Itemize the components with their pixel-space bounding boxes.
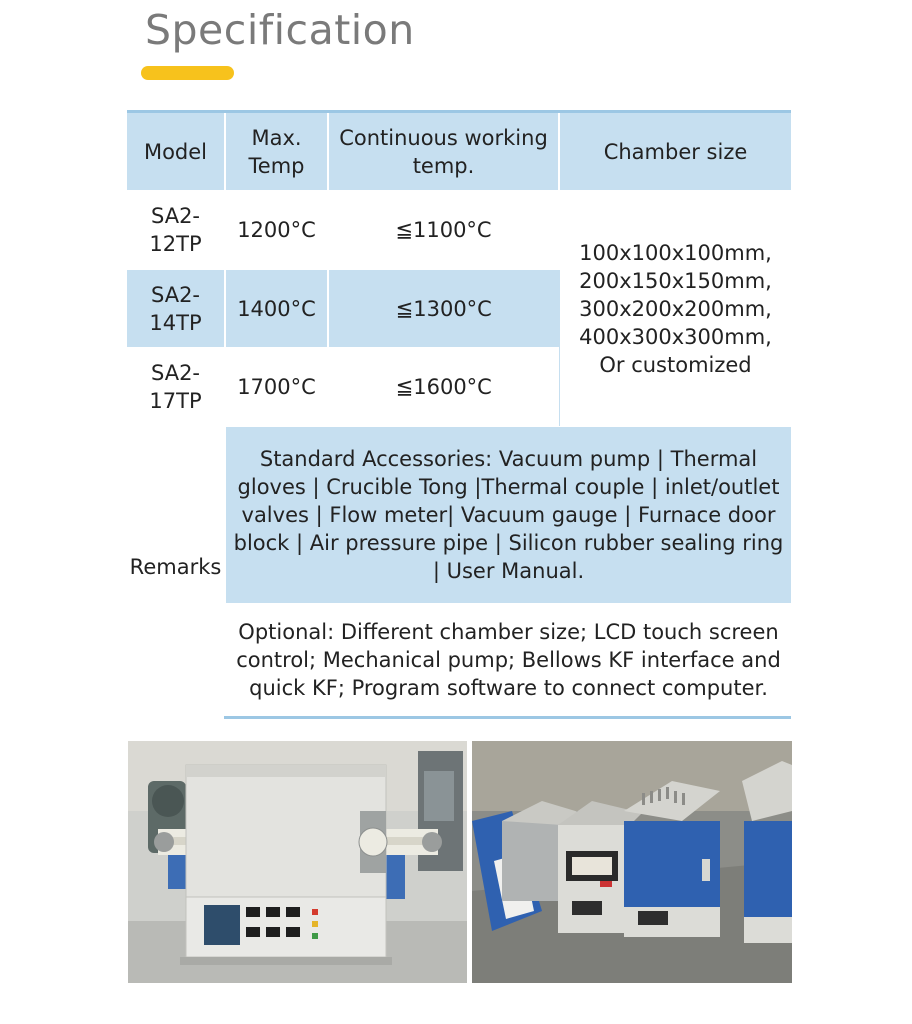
optional-line: control; Mechanical pump; Bellows KF interface and — [236, 648, 781, 672]
page-title: Specification — [145, 6, 415, 54]
cell-max-temp: 1700°C — [225, 348, 328, 427]
cell-model — [127, 348, 225, 427]
cell-continuous-temp: ≦1100°C — [328, 191, 559, 270]
header-max-temp-line: Max. — [251, 125, 302, 150]
model-line: SA2- — [150, 361, 201, 385]
cell-model — [127, 270, 225, 348]
box-furnace-photo — [472, 741, 792, 983]
tube-furnace-photo — [128, 741, 467, 983]
model-line: 14TP — [149, 310, 202, 335]
model-line: 17TP — [149, 389, 202, 413]
accessories-line: valves | Flow meter| Vacuum gauge | Furnace door — [241, 503, 776, 527]
table-header-row — [127, 112, 791, 191]
model-line: 12TP — [149, 232, 202, 256]
chamber-size-line: 100x100x100mm, — [579, 240, 772, 265]
optional-line: quick KF; Program software to connect computer. — [249, 676, 768, 700]
cell-optional — [225, 604, 791, 718]
cell-max-temp: 1200°C — [225, 191, 328, 270]
chamber-size-line: 400x300x300mm, — [579, 324, 772, 349]
header-continuous-line: Continuous working — [339, 125, 548, 150]
cell-model — [127, 191, 225, 270]
accessories-line: Standard Accessories: Vacuum pump | Thermal — [259, 447, 758, 471]
chamber-size-line: 300x200x200mm, — [579, 296, 772, 321]
chamber-size-line: 200x150x150mm, — [579, 268, 772, 293]
model-line: SA2- — [150, 282, 201, 307]
header-max-temp — [225, 112, 328, 191]
cell-max-temp: 1400°C — [225, 270, 328, 348]
remarks-label: Remarks — [129, 555, 222, 579]
accessories-line: | User Manual. — [432, 559, 585, 583]
box-furnace-illustration — [472, 741, 792, 983]
title-accent-bar — [141, 66, 234, 80]
header-max-temp-line: Temp — [248, 153, 305, 178]
header-chamber-size: Chamber size — [559, 112, 791, 191]
cell-remarks-label — [127, 427, 225, 718]
cell-standard-accessories — [225, 427, 791, 604]
header-continuous-temp — [328, 112, 559, 191]
header-model: Model — [127, 112, 225, 191]
tube-furnace-illustration — [128, 741, 467, 983]
cell-continuous-temp: ≦1300°C — [328, 270, 559, 348]
table-row-remarks — [127, 427, 791, 604]
optional-line: Optional: Different chamber size; LCD touch screen — [238, 620, 779, 644]
table-row — [127, 191, 791, 270]
specification-table — [127, 110, 791, 719]
cell-chamber-sizes — [559, 191, 791, 427]
table-row-optional — [127, 604, 791, 718]
header-continuous-line: temp. — [412, 153, 475, 178]
model-line: SA2- — [150, 204, 201, 228]
accessories-line: gloves | Crucible Tong |Thermal couple | inlet/outlet — [237, 475, 780, 499]
chamber-size-line: Or customized — [599, 352, 752, 377]
accessories-line: block | Air pressure pipe | Silicon rubber sealing ring — [233, 531, 784, 555]
cell-continuous-temp: ≦1600°C — [328, 348, 559, 427]
